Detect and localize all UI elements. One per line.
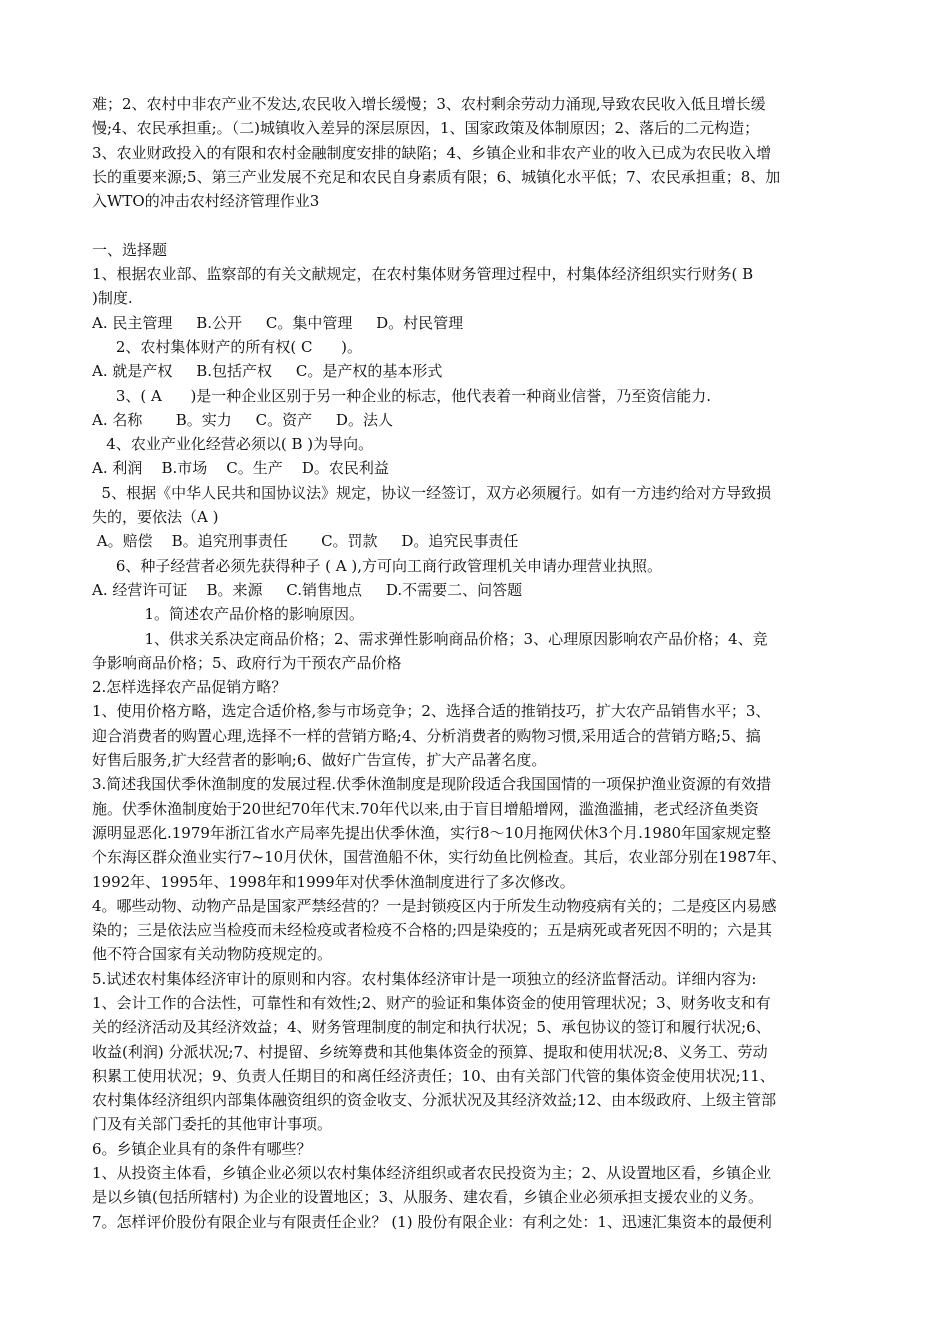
text-line: 1992年、1995年、1998年和1999年对伏季休渔制度进行了多次修改。: [92, 872, 575, 891]
text-line: 7。怎样评价股份有限企业与有限责任企业？ (1) 股份有限企业：有利之处：1、迅速汇集资本的最便利: [92, 1212, 772, 1231]
text-line: 1、使用价格方略，选定合适价格,参与市场竞争；2、选择合适的推销技巧，扩大农产品销售水平；3、: [92, 702, 771, 721]
text-line: 源明显恶化.1979年浙江省水产局率先提出伏季休渔，实行8～10月拖网伏休3个月.1980年国家规定整: [92, 823, 772, 842]
text-line: 3.简述我国伏季休渔制度的发展过程.伏季休渔制度是现阶段适合我国国情的一项保护渔业资源的有效措: [92, 775, 772, 794]
text-line: 2.怎样选择农产品促销方略？: [92, 678, 287, 697]
text-line: 施。伏季休渔制度始于20世纪70年代末.70年代以来,由于盲目增船增网，滥渔滥捕，老式经济鱼类资: [92, 799, 759, 818]
text-line: 入WTO的冲击农村经济管理作业3: [92, 192, 320, 211]
text-line: A。赔偿 B。追究刑事责任 C。罚款 D。追究民事责任: [92, 532, 519, 551]
text-line: 6。乡镇企业具有的条件有哪些？: [92, 1139, 312, 1158]
text-line: )制度.: [92, 289, 133, 308]
text-line: 是以乡镇(包括所辖村) 为企业的设置地区；3、从服务、建农看，乡镇企业必须承担支援农业的义务。: [92, 1188, 764, 1207]
text-line: 4。哪些动物、动物产品是国家严禁经营的？一是封锁疫区内于所发生动物疫病有关的；二是疫区内易感: [92, 896, 777, 915]
text-line: 5、根据《中华人民共和国协议法》规定，协议一经签订，双方必须履行。如有一方违约给对方导致损: [92, 483, 772, 502]
text-line: A. 利润 B.市场 C。生产 D。农民利益: [92, 459, 389, 478]
text-line: A. 名称 B。实力 C。资产 D。法人: [92, 410, 393, 429]
text-line: 1、根据农业部、监察部的有关文献规定，在农村集体财务管理过程中，村集体经济组织实行财务( B: [92, 265, 754, 284]
text-line: 慢;4、农民承担重;。（二)城镇收入差异的深层原因，1、国家政策及体制原因；2、落后的二元构造；: [92, 119, 760, 138]
text-line: 难；2、农村中非农产业不发达,农民收入增长缓慢；3、农村剩余劳动力涌现,导致农民收入低且增长缓: [92, 95, 766, 113]
text-line: 个东海区群众渔业实行7~10月伏休，国营渔船不休，实行幼鱼比例检查。其后，农业部分别在1987年、: [92, 848, 787, 867]
text-line: 一、选择题: [92, 240, 168, 259]
text-line: 染的；三是依法应当检疫而未经检疫或者检疫不合格的;四是染疫的；五是病死或者死因不明的；六是其: [92, 921, 773, 940]
document-page: [92, 92, 860, 1234]
text-line: 长的重要来源;5、第三产业发展不充足和农民自身素质有限；6、城镇化水平低；7、农民承担重；8、加: [92, 167, 781, 186]
text-line: 迎合消费者的购置心理,选择不一样的营销方略;4、分析消费者的购物习惯,采用适合的营销方略;5、搞: [92, 726, 761, 745]
text-line: 1、从投资主体看，乡镇企业必须以农村集体经济组织或者农民投资为主；2、从设置地区看，乡镇企业: [92, 1164, 772, 1183]
text-line: 他不符合国家有关动物防疫规定的。: [92, 945, 333, 964]
text-line: 失的，要依法（A ): [92, 508, 219, 527]
text-line: 门及有关部门委托的其他审计事项。: [92, 1115, 333, 1134]
text-line: A. 就是产权 B.包括产权 C。是产权的基本形式: [92, 362, 443, 381]
text-line: 积累工使用状况；9、负责人任期目的和离任经济责任；10、由有关部门代管的集体资金使用状况;11、: [92, 1066, 775, 1085]
text-line: 3、农业财政投入的有限和农村金融制度安排的缺陷；4、乡镇企业和非农产业的收入已成为农民收入增: [92, 143, 772, 162]
text-line: 1。简述农产品价格的影响原因。: [92, 605, 364, 624]
text-line: 4、农业产业化经营必须以( B )为导向。: [92, 435, 374, 454]
text-line: [92, 213, 860, 237]
text-line: 5.试述农村集体经济审计的原则和内容。农村集体经济审计是一项独立的经济监督活动。详细内容为:: [92, 969, 757, 988]
text-line: 好售后服务,扩大经营者的影响;6、做好广告宣传，扩大产品著名度。: [92, 751, 547, 770]
text-line: 1、会计工作的合法性，可靠性和有效性;2、财产的验证和集体资金的使用管理状况；3、财务收支和有: [92, 993, 771, 1012]
text-line: 争影响商品价格；5、政府行为干预农产品价格: [92, 653, 402, 672]
text-line: 关的经济活动及其经济效益；4、财务管理制度的制定和执行状况；5、承包协议的签订和履行状况;6、: [92, 1018, 771, 1037]
text-line: A. 经营许可证 B。来源 C.销售地点 D.不需要二、问答题: [92, 580, 523, 599]
text-line: 1、供求关系决定商品价格；2、需求弹性影响商品价格；3、心理原因影响农产品价格；4、竞: [92, 629, 768, 648]
text-line: 3、( A )是一种企业区别于另一种企业的标志，他代表着一种商业信誉，乃至资信能力.: [92, 386, 712, 405]
text-line: 农村集体经济组织内部集体融资组织的资金收支、分派状况及其经济效益;12、由本级政府、上级主管部: [92, 1091, 777, 1110]
text-line: 2、农村集体财产的所有权( C )。: [92, 337, 362, 356]
text-line: 收益(利润) 分派状况;7、村提留、乡统筹费和其他集体资金的预算、提取和使用状况;8、义务工、劳动: [92, 1042, 768, 1061]
text-line: 6、种子经营者必须先获得种子 ( A ),方可向工商行政管理机关申请办理营业执照。: [92, 556, 662, 575]
text-line: A. 民主管理 B.公开 C。集中管理 D。村民管理: [92, 313, 464, 332]
